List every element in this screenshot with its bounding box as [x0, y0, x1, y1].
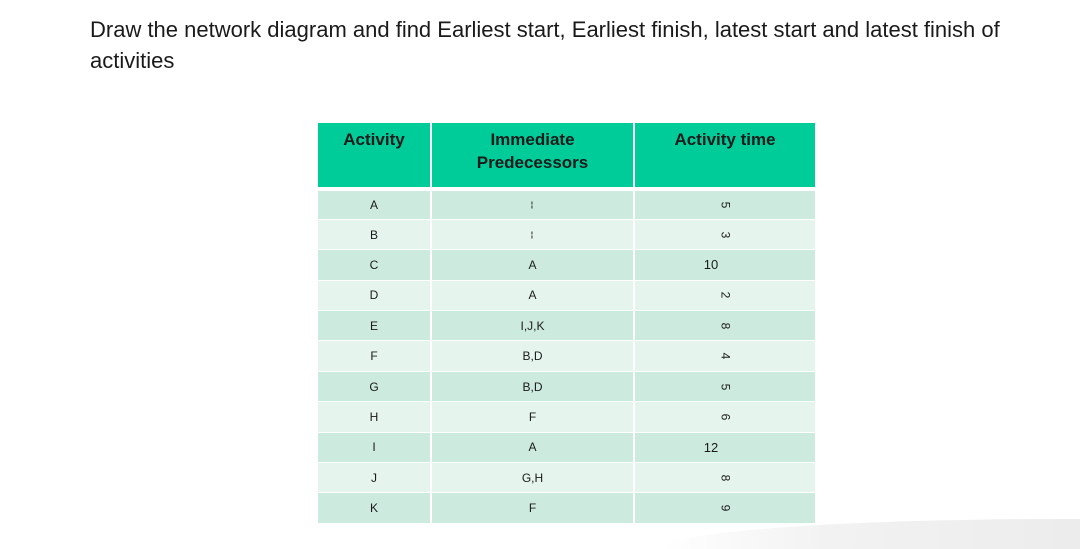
- activity-cell: G: [318, 371, 431, 401]
- activity-cell: A: [318, 189, 431, 219]
- time-value: 8: [718, 474, 732, 482]
- time-cell: [634, 341, 815, 371]
- time-value: 5: [718, 201, 732, 209]
- activity-table: [318, 123, 815, 524]
- time-cell: [634, 432, 815, 462]
- time-value: 9: [718, 504, 732, 512]
- time-value: 2: [718, 292, 732, 299]
- time-cell: [634, 402, 815, 432]
- predecessors-cell: F: [431, 402, 634, 432]
- table-row: [318, 432, 815, 462]
- predecessors-value: --: [525, 200, 540, 209]
- table-row: [318, 311, 815, 341]
- activity-cell: H: [318, 402, 431, 432]
- table-header-row: [318, 123, 815, 189]
- activity-cell: F: [318, 341, 431, 371]
- activity-cell: J: [318, 463, 431, 493]
- predecessors-cell: I,J,K: [431, 311, 634, 341]
- time-cell: [634, 219, 815, 249]
- activity-cell: I: [318, 432, 431, 462]
- time-cell: [634, 493, 815, 523]
- table-row: [318, 402, 815, 432]
- time-cell: [634, 311, 815, 341]
- predecessors-cell: G,H: [431, 463, 634, 493]
- predecessors-cell: A: [431, 250, 634, 280]
- predecessors-cell: [431, 189, 634, 219]
- predecessors-cell: [431, 219, 634, 249]
- table-row: [318, 371, 815, 401]
- time-value: 4: [718, 352, 732, 360]
- time-cell: [634, 250, 815, 280]
- time-value: 10: [703, 257, 719, 273]
- activity-cell: D: [318, 280, 431, 310]
- time-cell: [634, 189, 815, 219]
- activity-cell: E: [318, 311, 431, 341]
- table-row: [318, 250, 815, 280]
- table-row: [318, 280, 815, 310]
- time-value: 6: [718, 413, 732, 421]
- activity-table-container: [318, 123, 815, 524]
- table-row: [318, 463, 815, 493]
- predecessors-cell: F: [431, 493, 634, 523]
- table-row: [318, 341, 815, 371]
- time-value: 12: [703, 439, 719, 455]
- table-row: [318, 493, 815, 523]
- question-text: Draw the network diagram and find Earliest start, Earliest finish, latest start and latest finish of activities: [90, 17, 1000, 73]
- header-predecessors: Immediate Predecessors: [431, 123, 634, 189]
- activity-cell: K: [318, 493, 431, 523]
- activity-cell: B: [318, 219, 431, 249]
- header-activity-time: Activity time: [634, 123, 815, 189]
- predecessors-value: --: [525, 230, 540, 239]
- time-value: 5: [718, 383, 732, 390]
- predecessors-cell: A: [431, 432, 634, 462]
- table-row: [318, 189, 815, 219]
- table-row: [318, 219, 815, 249]
- header-activity: Activity: [318, 123, 431, 189]
- time-cell: [634, 463, 815, 493]
- activity-cell: C: [318, 250, 431, 280]
- time-cell: [634, 371, 815, 401]
- predecessors-cell: B,D: [431, 341, 634, 371]
- time-value: 3: [718, 231, 732, 238]
- time-cell: [634, 280, 815, 310]
- predecessors-cell: B,D: [431, 371, 634, 401]
- predecessors-cell: A: [431, 280, 634, 310]
- time-value: 8: [718, 322, 732, 330]
